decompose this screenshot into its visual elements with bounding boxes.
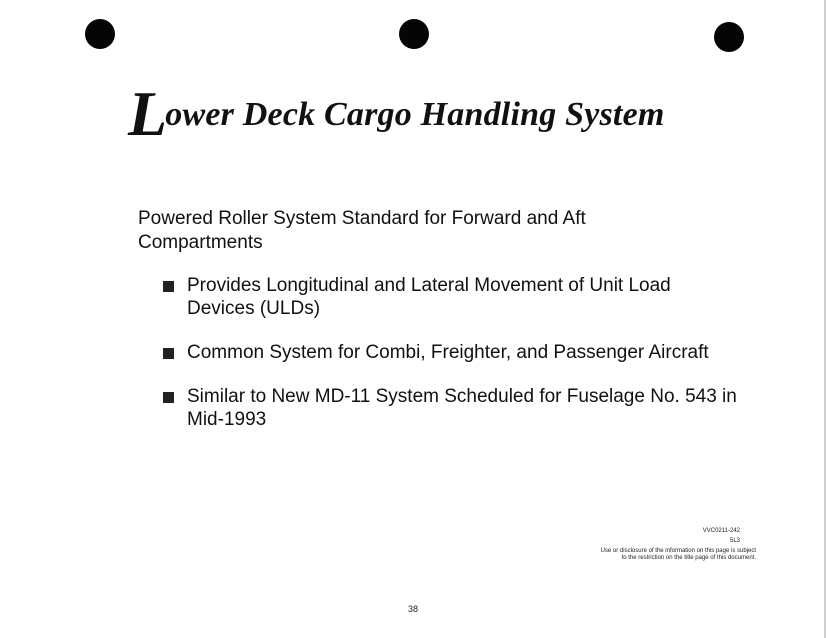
bullet-text: Common System for Combi, Freighter, and Passenger Aircraft [187,342,709,363]
reference-code: VVC0211-242 [702,528,740,534]
bullet-item [163,385,743,431]
bullet-list [163,274,743,452]
bullet-square-icon [163,348,174,359]
binder-hole-left [85,19,115,49]
disclosure-notice [601,548,756,562]
document-reference [703,526,740,546]
bullet-item [163,341,743,364]
bullet-text: Similar to New MD-11 System Scheduled for Fuselage No. 543 in Mid-1993 [187,386,737,430]
bullet-text: Provides Longitudinal and Lateral Movement of Unit Load Devices (ULDs) [187,275,671,319]
lead-statement: Powered Roller System Standard for Forward and Aft Compartments [138,208,586,253]
binder-hole-center [399,19,429,49]
bullet-square-icon [163,392,174,403]
page-number: 38 [407,604,418,614]
disclosure-line-2: to the restriction on the title page of this document. [621,555,756,561]
disclosure-line-1: Use or disclosure of the information on this page is subject [600,548,756,554]
binder-hole-right [714,22,744,52]
page-title [128,78,665,149]
title-rest: ower Deck Cargo Handling System [165,96,665,133]
title-initial: L [128,78,168,149]
reference-sub: 5L3 [729,538,740,544]
bullet-item [163,274,743,320]
bullet-square-icon [163,281,174,292]
